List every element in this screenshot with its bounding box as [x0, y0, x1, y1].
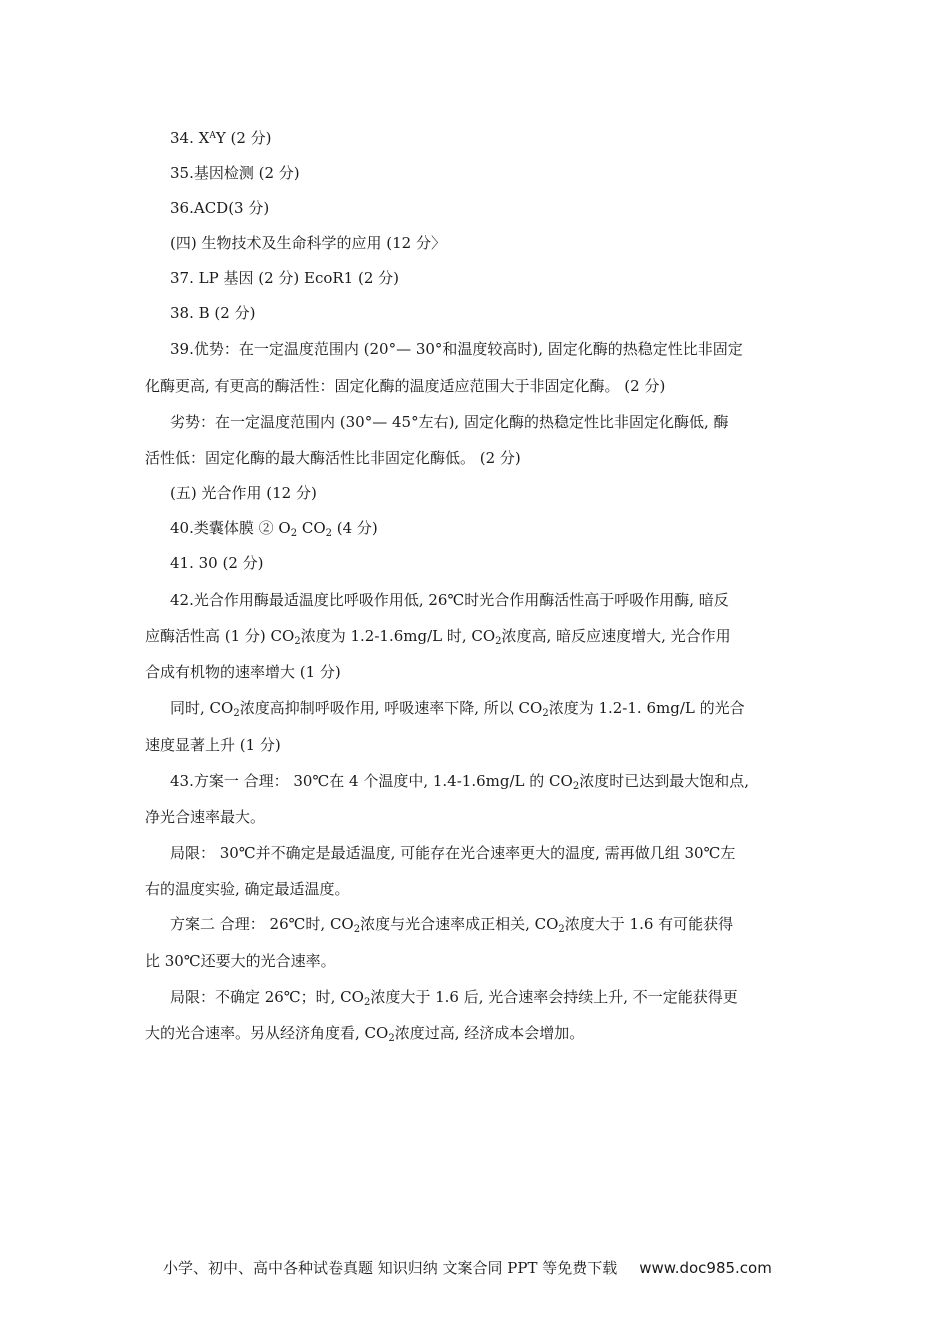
- answer-35: 35.基因检测 (2 分): [170, 164, 300, 182]
- answer-36: 36.ACD(3 分): [170, 199, 270, 217]
- answer-38: 38. B (2 分): [170, 304, 256, 322]
- section-5-heading: (五) 光合作用 (12 分): [170, 484, 317, 502]
- answer-40: 40.类囊体膜 ② $O_2$ $CO_2$ (4 分): [170, 519, 378, 539]
- answer-43-line-5: 方案二 合理： 26℃时, $CO_2$浓度与光合速率成正相关, $CO_2$浓度大于 1.6 有可能获得: [170, 915, 734, 935]
- answer-43-line-1: 43.方案一 合理： 30℃在 4 个温度中, 1.4-1.6mg/L 的 $CO_2$浓度时已达到最大饱和点,: [170, 772, 749, 792]
- answer-39-line-2: 化酶更高, 有更高的酶活性：固定化酶的温度适应范围大于非固定化酶。 (2 分): [145, 377, 666, 395]
- answer-42-line-5: 速度显著上升 (1 分): [145, 736, 281, 754]
- answer-43-line-4: 右的温度实验, 确定最适温度。: [145, 880, 350, 898]
- answer-34: 34. $X^AY$ (2 分): [170, 129, 272, 147]
- footer-site-link[interactable]: www.doc985.com: [639, 1259, 772, 1277]
- answer-41: 41. 30 (2 分): [170, 554, 264, 572]
- answer-42-line-3: 合成有机物的速率增大 (1 分): [145, 663, 341, 681]
- answer-39-line-3: 劣势：在一定温度范围内 (30°— 45°左右), 固定化酶的热稳定性比非固定化酶低, 酶: [170, 413, 729, 431]
- answer-43-line-3: 局限： 30℃并不确定是最适温度, 可能存在光合速率更大的温度, 需再做几组 30℃左: [170, 844, 736, 862]
- page-footer: [163, 1257, 772, 1278]
- answer-43-line-7: 局限：不确定 26℃；时, $CO_2$浓度大于 1.6 后, 光合速率会持续上升, 不一定能获得更: [170, 988, 738, 1008]
- footer-text: 小学、初中、高中各种试卷真题 知识归纳 文案合同 PPT 等免费下载: [163, 1259, 618, 1277]
- answer-37: 37. LP 基因 (2 分) EcoR1 (2 分): [170, 269, 399, 287]
- answer-42-line-4: 同时, $CO_2$浓度高抑制呼吸作用, 呼吸速率下降, 所以 $CO_2$浓度为 1.2-1. 6mg/L 的光合: [170, 699, 745, 719]
- answer-43-line-8: 大的光合速率。另从经济角度看, $CO_2$浓度过高, 经济成本会增加。: [145, 1024, 585, 1044]
- answer-39-line-1: 39.优势：在一定温度范围内 (20°— 30°和温度较高时), 固定化酶的热稳定性比非固定: [170, 340, 743, 358]
- answer-42-line-2: 应酶活性高 (1 分) $CO_2$浓度为 1.2-1.6mg/L 时, $CO_2$浓度高, 暗反应速度增大, 光合作用: [145, 627, 731, 647]
- answer-42-line-1: 42.光合作用酶最适温度比呼吸作用低, 26℃时光合作用酶活性高于呼吸作用酶, 暗反: [170, 591, 729, 609]
- section-4-heading: (四) 生物技术及生命科学的应用 (12 分〉: [170, 234, 446, 252]
- answer-39-line-4: 活性低：固定化酶的最大酶活性比非固定化酶低。 (2 分): [145, 449, 521, 467]
- answer-43-line-6: 比 30℃还要大的光合速率。: [145, 952, 336, 970]
- answer-43-line-2: 净光合速率最大。: [145, 808, 266, 826]
